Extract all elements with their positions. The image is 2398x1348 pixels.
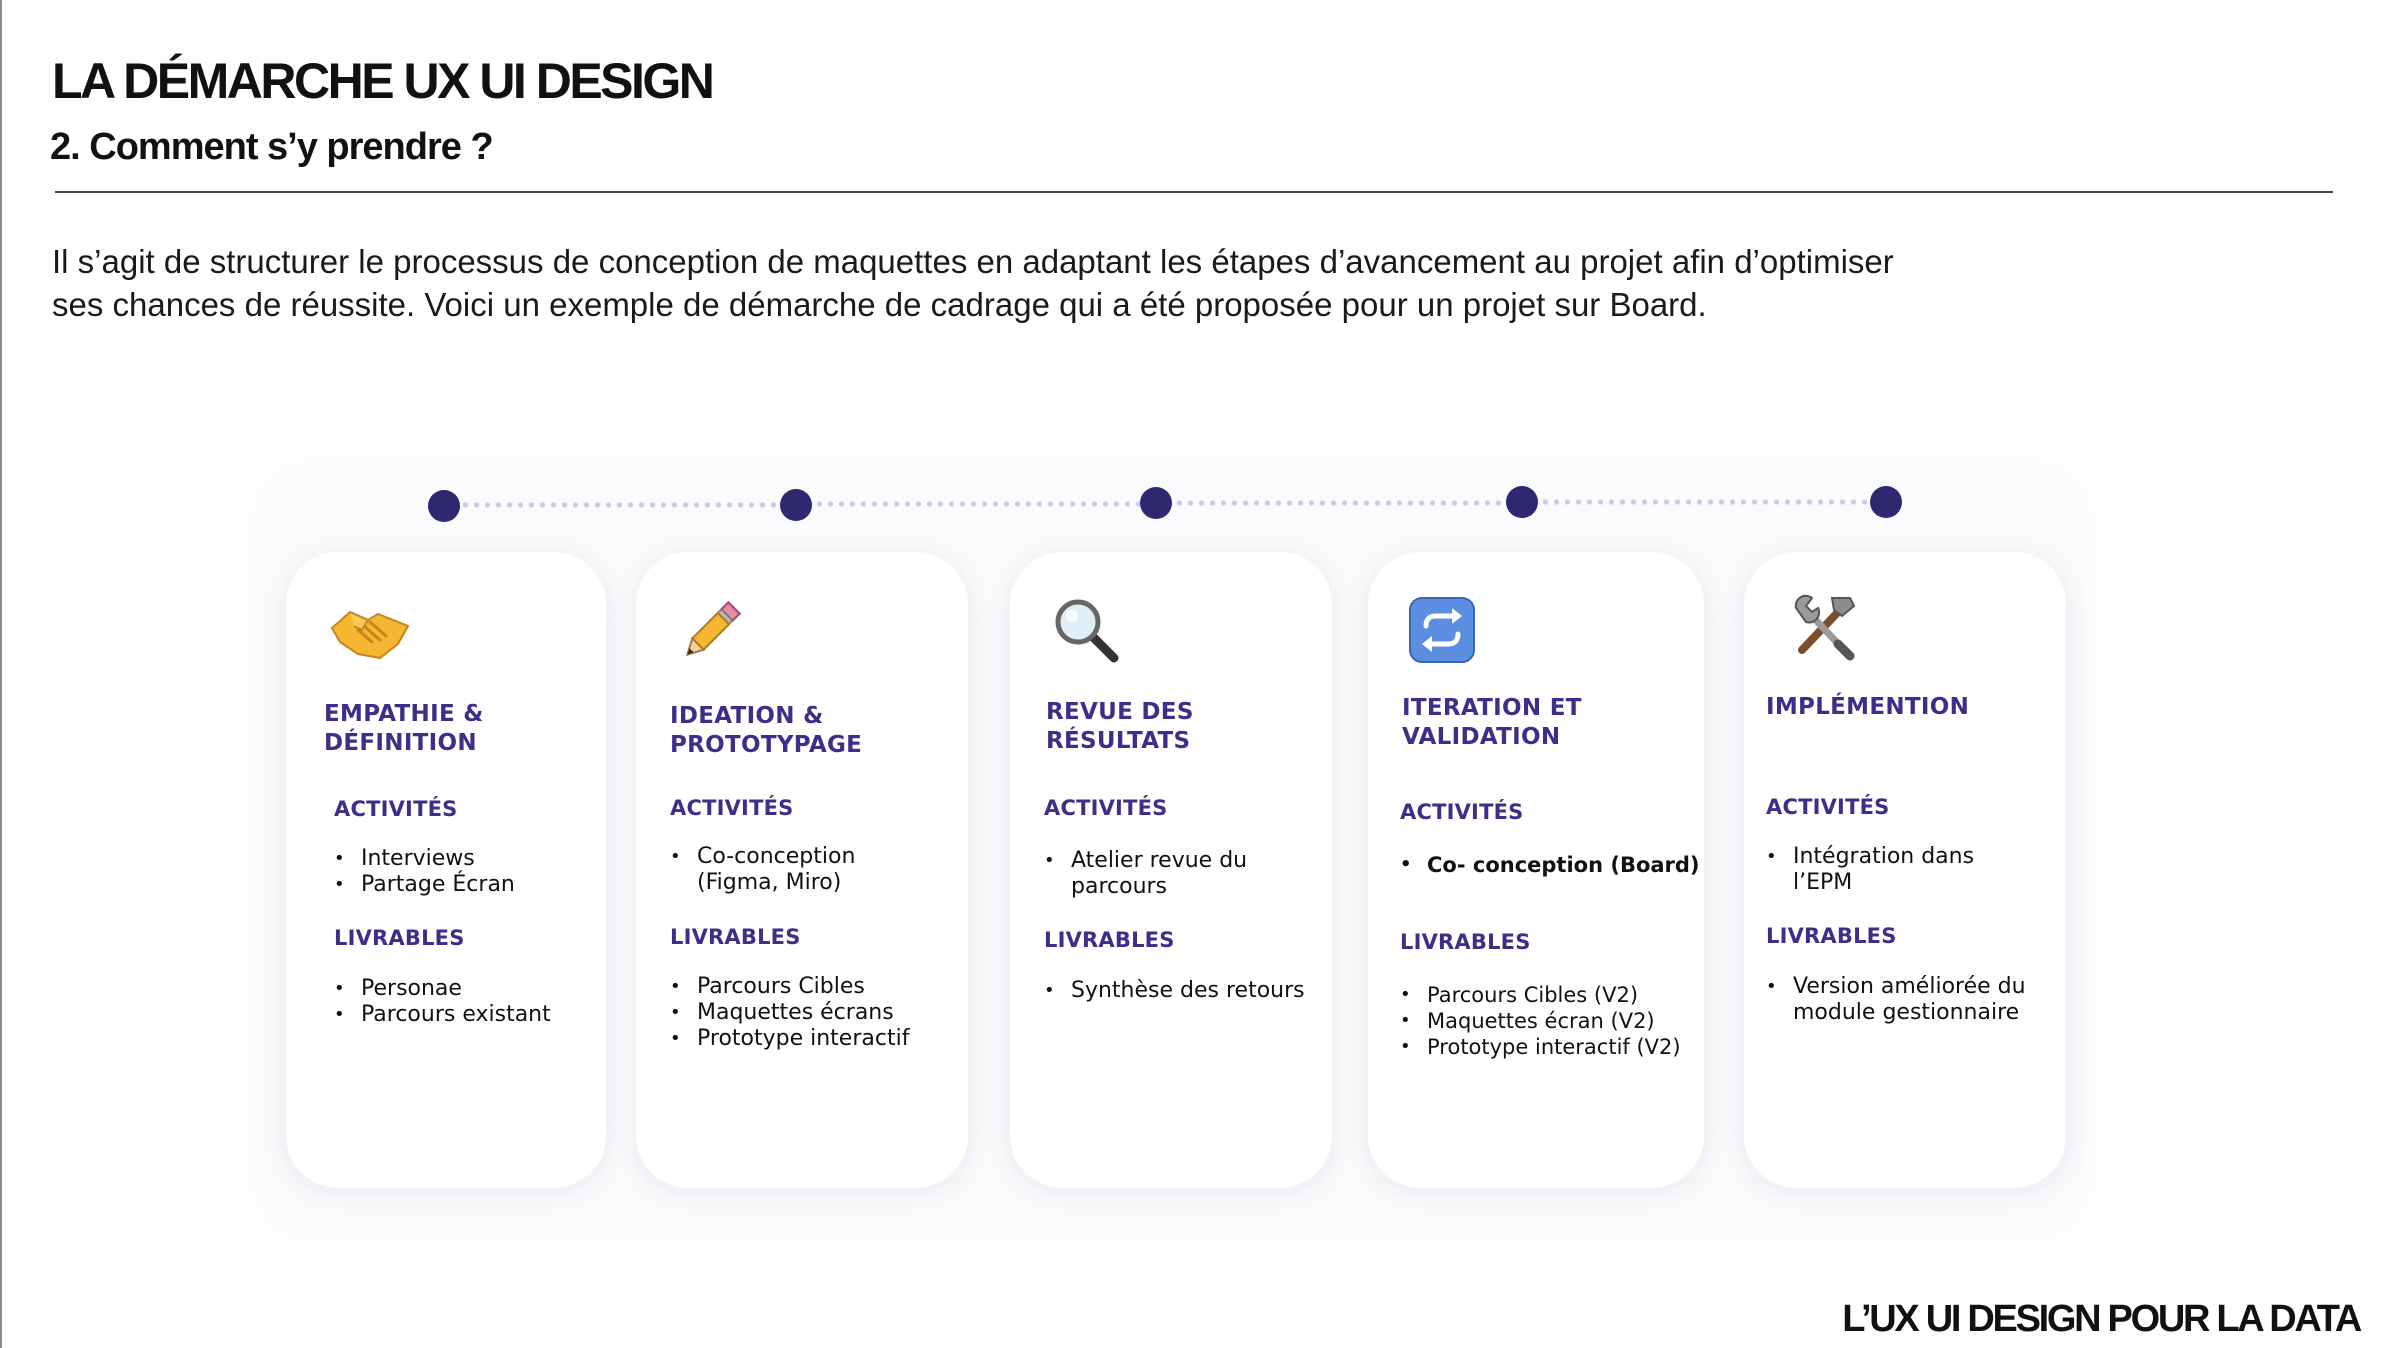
activities-label: ACTIVITÉS <box>1044 796 1168 820</box>
list-item: • Parcours existant <box>334 1002 551 1028</box>
header-divider <box>55 191 2333 193</box>
step-title: REVUE DES RÉSULTATS <box>1046 699 1194 754</box>
intro-paragraph <box>52 240 2132 326</box>
list-item: • Synthèse des retours <box>1044 978 1305 1004</box>
list-item: • Maquettes écran (V2) <box>1400 1008 1681 1034</box>
footer-brand: L’UX UI DESIGN POUR LA DATA <box>1842 1298 2360 1340</box>
list-item: • Co-conception (Figma, Miro) <box>670 844 855 896</box>
intro-line: ses chances de réussite. Voici un exemple de démarche de cadrage qui a été proposée pour un projet sur Board. <box>52 286 1707 323</box>
step-title: EMPATHIE & DÉFINITION <box>324 701 484 756</box>
list-item: • Interviews <box>334 846 515 872</box>
activities-list <box>334 846 515 898</box>
step-card-ideation <box>636 552 968 1188</box>
list-item: • Partage Écran <box>334 872 515 898</box>
list-item: • Intégration dans l’EPM <box>1766 844 1974 896</box>
list-item: • Personae <box>334 976 551 1002</box>
deliverables-list <box>670 974 909 1052</box>
step-title: IDEATION & PROTOTYPAGE <box>670 703 863 758</box>
list-item: • Maquettes écrans <box>670 1000 909 1026</box>
pencil-icon <box>674 596 746 679</box>
timeline-node <box>428 490 460 522</box>
timeline-node <box>1870 486 1902 518</box>
deliverables-label: LIVRABLES <box>1044 928 1175 952</box>
timeline-connector <box>814 501 1154 507</box>
deliverables-label: LIVRABLES <box>670 925 801 949</box>
deliverables-label: LIVRABLES <box>1400 930 1531 954</box>
left-edge-line <box>0 0 2 1348</box>
timeline-connector <box>1540 499 1884 505</box>
deliverables-list <box>1044 978 1305 1004</box>
page-subtitle: 2. Comment s’y prendre ? <box>50 126 493 168</box>
list-item: • Parcours Cibles <box>670 974 909 1000</box>
timeline-node <box>1506 486 1538 518</box>
list-item: • Version améliorée du module gestionnaire <box>1766 974 2026 1026</box>
activities-list <box>1400 852 1700 878</box>
activities-label: ACTIVITÉS <box>334 797 458 821</box>
activities-label: ACTIVITÉS <box>670 796 794 820</box>
step-card-implementation <box>1744 552 2066 1188</box>
list-item: • Atelier revue du parcours <box>1044 848 1247 900</box>
step-title: IMPLÉMENTION <box>1766 694 1970 720</box>
handshake-icon <box>328 600 412 675</box>
deliverables-list <box>334 976 551 1028</box>
deliverables-list <box>1400 982 1681 1060</box>
timeline-node <box>1140 487 1172 519</box>
repeat-icon <box>1408 596 1476 675</box>
activities-label: ACTIVITÉS <box>1400 800 1524 824</box>
magnifier-icon <box>1052 596 1122 677</box>
list-item: • Prototype interactif <box>670 1026 909 1052</box>
list-item: • Prototype interactif (V2) <box>1400 1034 1681 1060</box>
deliverables-list <box>1766 974 2026 1026</box>
list-item: • Parcours Cibles (V2) <box>1400 982 1681 1008</box>
intro-line: Il s’agit de structurer le processus de conception de maquettes en adaptant les étapes d’avancement au projet afin d’optimiser <box>52 243 1894 280</box>
timeline-node <box>780 489 812 521</box>
activities-list <box>670 844 855 896</box>
timeline-connector <box>1174 500 1520 506</box>
step-title: ITERATION ET VALIDATION <box>1402 695 1582 750</box>
step-card-empathie <box>286 552 606 1188</box>
tools-icon <box>1788 592 1858 673</box>
deliverables-label: LIVRABLES <box>1766 924 1897 948</box>
step-card-revue <box>1010 552 1332 1188</box>
timeline-connector <box>460 502 778 508</box>
activities-list <box>1766 844 1974 896</box>
page-title: LA DÉMARCHE UX UI DESIGN <box>52 53 713 109</box>
activities-list <box>1044 848 1247 900</box>
list-item: • Co- conception (Board) <box>1400 852 1700 878</box>
deliverables-label: LIVRABLES <box>334 926 465 950</box>
activities-label: ACTIVITÉS <box>1766 795 1890 819</box>
step-card-iteration <box>1368 552 1704 1188</box>
